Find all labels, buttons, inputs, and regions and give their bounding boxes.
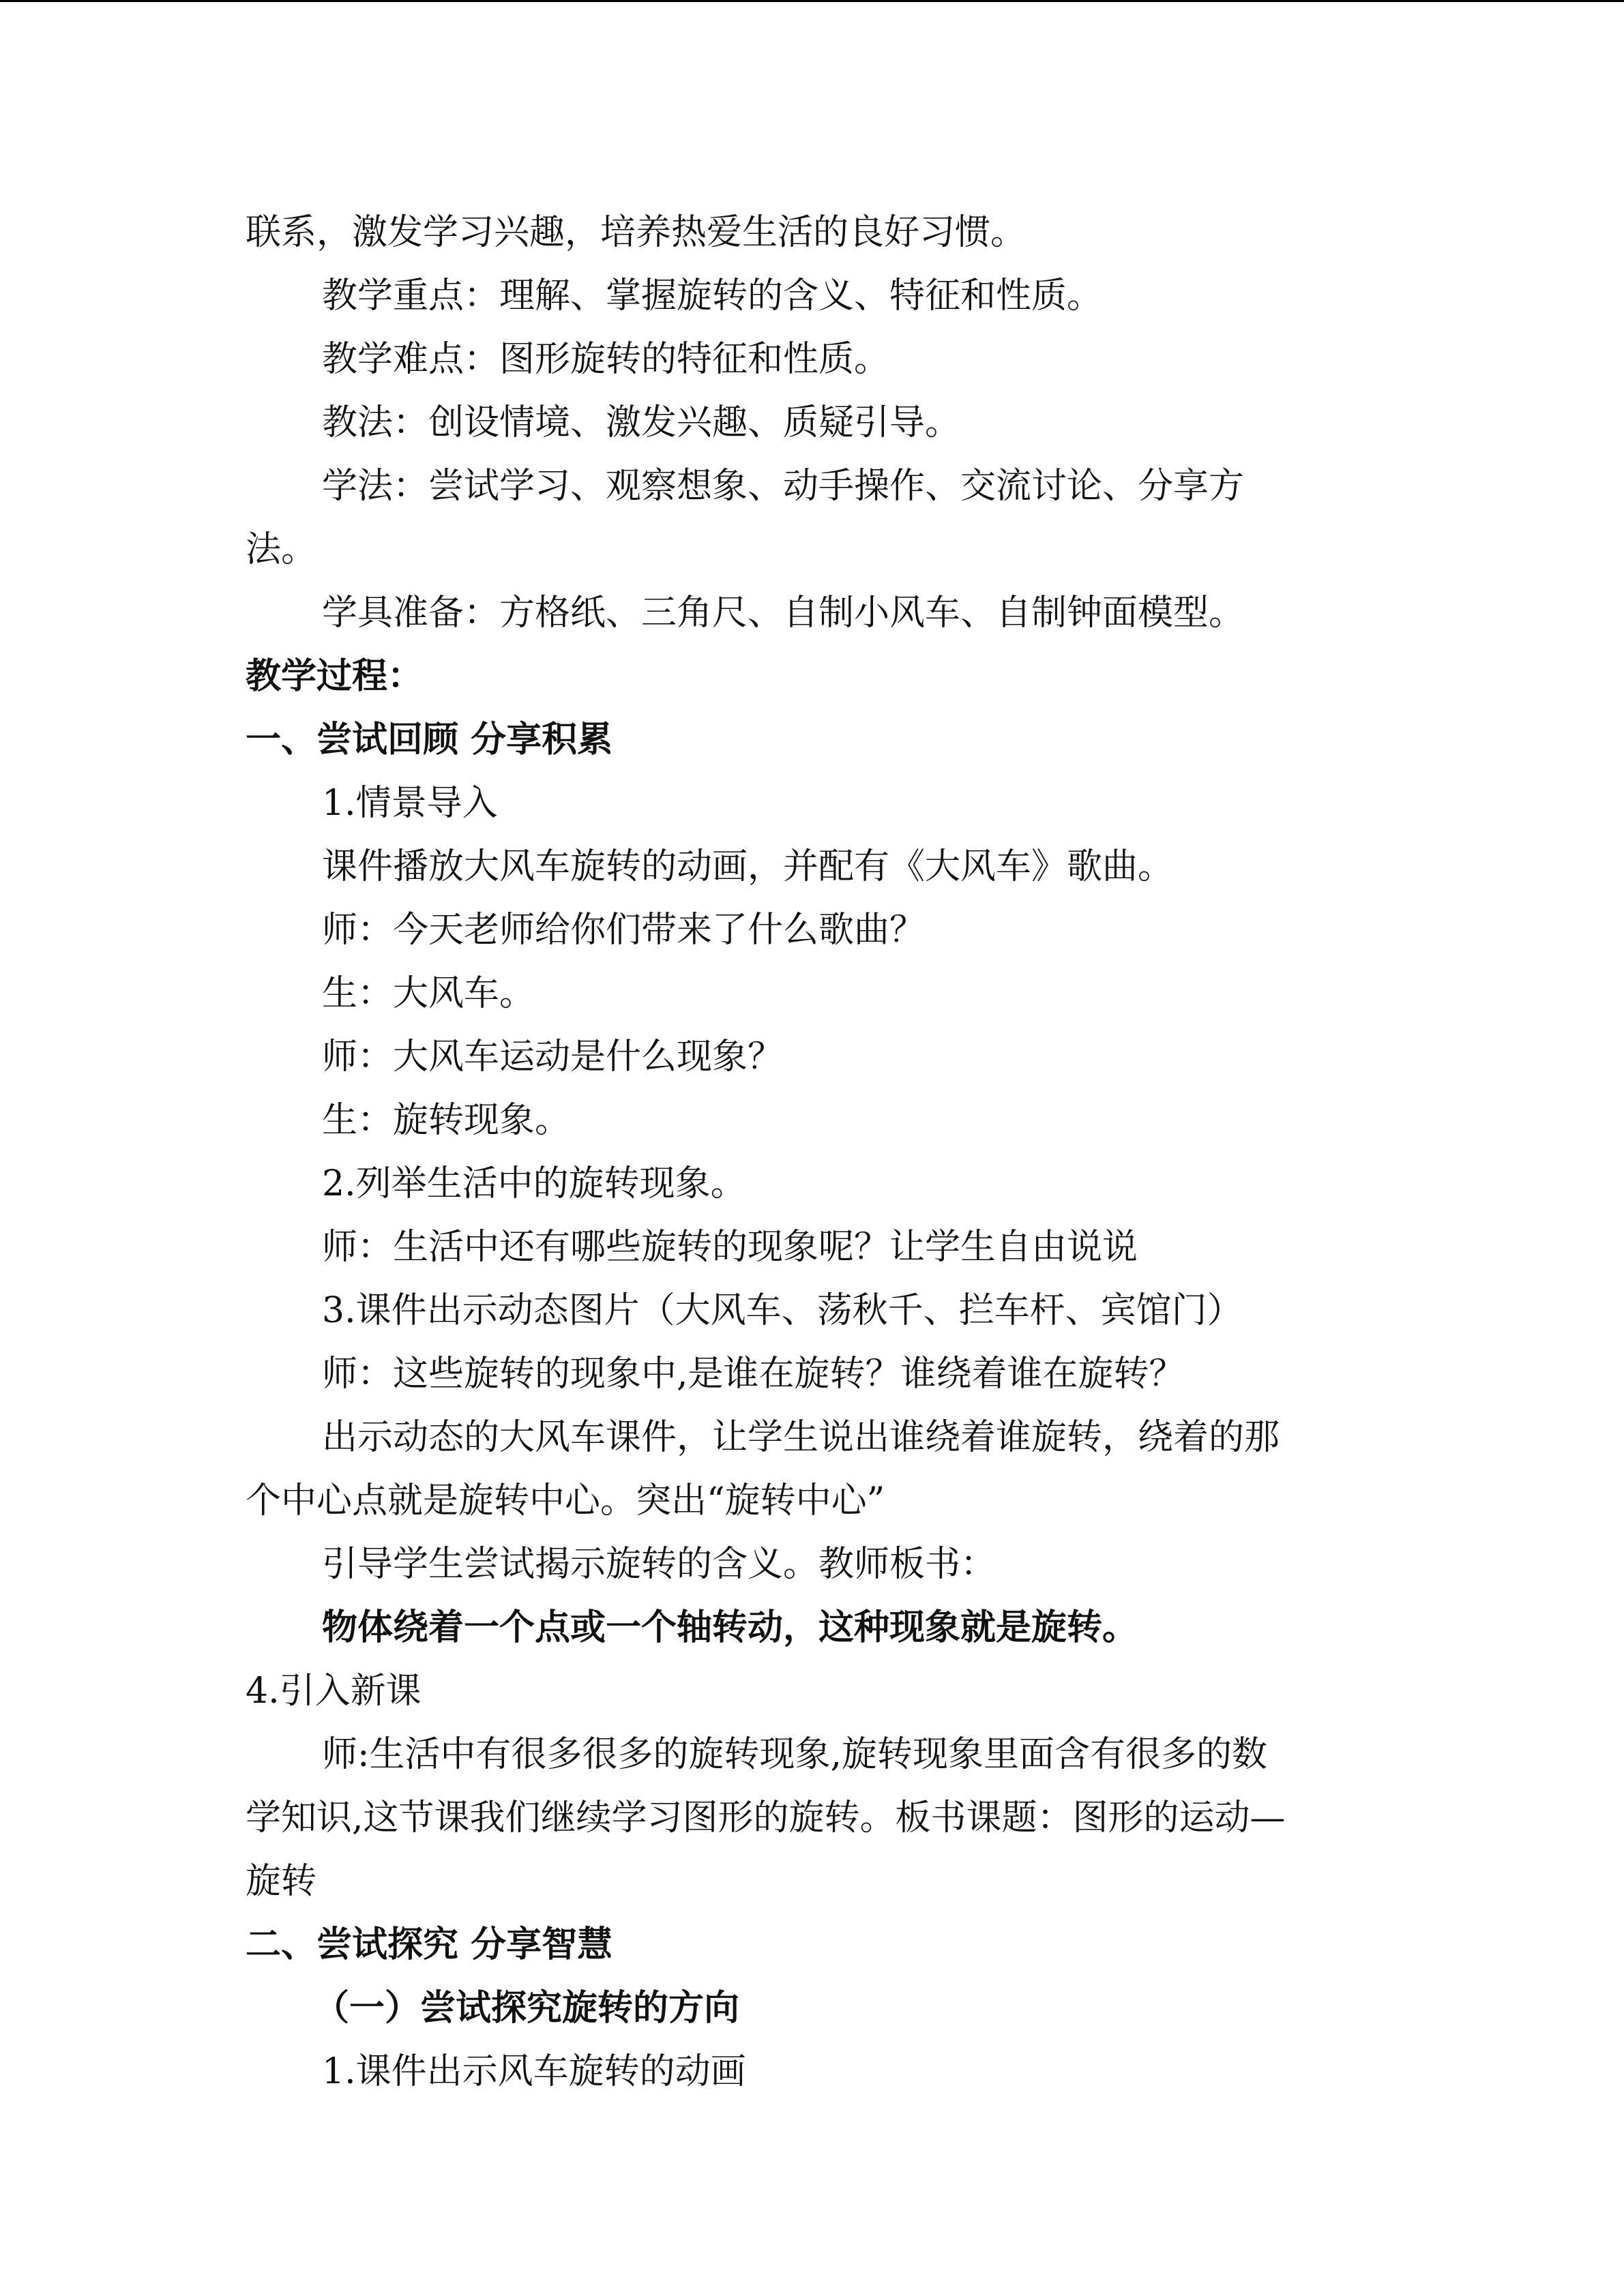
text-line: 生：大风车。 [322, 973, 535, 1014]
text-line: 师：大风车运动是什么现象？ [322, 1037, 784, 1077]
subsection-heading: （一）尝试探究旋转的方向 [314, 1988, 740, 2029]
text-line: 联系，激发学习兴趣，培养热爱生活的良好习惯。 [246, 212, 1027, 253]
text-line: 师：今天老师给你们带来了什么歌曲？ [322, 910, 926, 951]
text-line: 4.引入新课 [246, 1671, 422, 1712]
section-heading: 教学过程： [246, 656, 424, 697]
text-line: 教学难点：图形旋转的特征和性质。 [322, 339, 890, 380]
text-line: 学知识,这节课我们继续学习图形的旋转。板书课题：图形的运动— [246, 1798, 1286, 1838]
definition-line: 物体绕着一个点或一个轴转动，这种现象就是旋转。 [322, 1607, 1138, 1648]
text-line: 师:生活中有很多很多的旋转现象,旋转现象里面含有很多的数 [322, 1734, 1268, 1775]
text-line: 教法：创设情境、激发兴趣、质疑引导。 [322, 402, 961, 443]
section-heading: 二、尝试探究 分享智慧 [246, 1924, 613, 1965]
text-line: 出示动态的大风车课件，让学生说出谁绕着谁旋转，绕着的那 [322, 1417, 1280, 1458]
section-heading: 一、尝试回顾 分享积累 [246, 719, 613, 760]
text-line: 学法：尝试学习、观察想象、动手操作、交流讨论、分享方 [322, 466, 1245, 507]
text-line: 法。 [246, 529, 317, 570]
text-line: 课件播放大风车旋转的动画，并配有《大风车》歌曲。 [322, 846, 1174, 887]
text-line: 1.课件出示风车旋转的动画 [322, 2051, 746, 2092]
text-line: 生：旋转现象。 [322, 1100, 571, 1141]
text-line: 2.列举生活中的旋转现象。 [322, 1163, 746, 1204]
text-line: 3.课件出示动态图片（大风车、荡秋千、拦车杆、宾馆门） [322, 1290, 1243, 1331]
text-line: 旋转 [246, 1861, 317, 1902]
text-line: 师：这些旋转的现象中,是谁在旋转？谁绕着谁在旋转？ [322, 1354, 1185, 1395]
text-line: 引导学生尝试揭示旋转的含义。教师板书： [322, 1544, 996, 1585]
page-top-border [0, 0, 1624, 2]
document-page [246, 201, 1378, 2104]
text-line: 个中心点就是旋转中心。突出“旋转中心” [246, 1480, 885, 1521]
text-line: 师：生活中还有哪些旋转的现象呢？让学生自由说说 [322, 1227, 1138, 1268]
text-line: 1.情景导入 [322, 783, 498, 824]
text-line: 学具准备：方格纸、三角尺、自制小风车、自制钟面模型。 [322, 593, 1245, 633]
text-line: 教学重点：理解、掌握旋转的含义、特征和性质。 [322, 275, 1103, 316]
